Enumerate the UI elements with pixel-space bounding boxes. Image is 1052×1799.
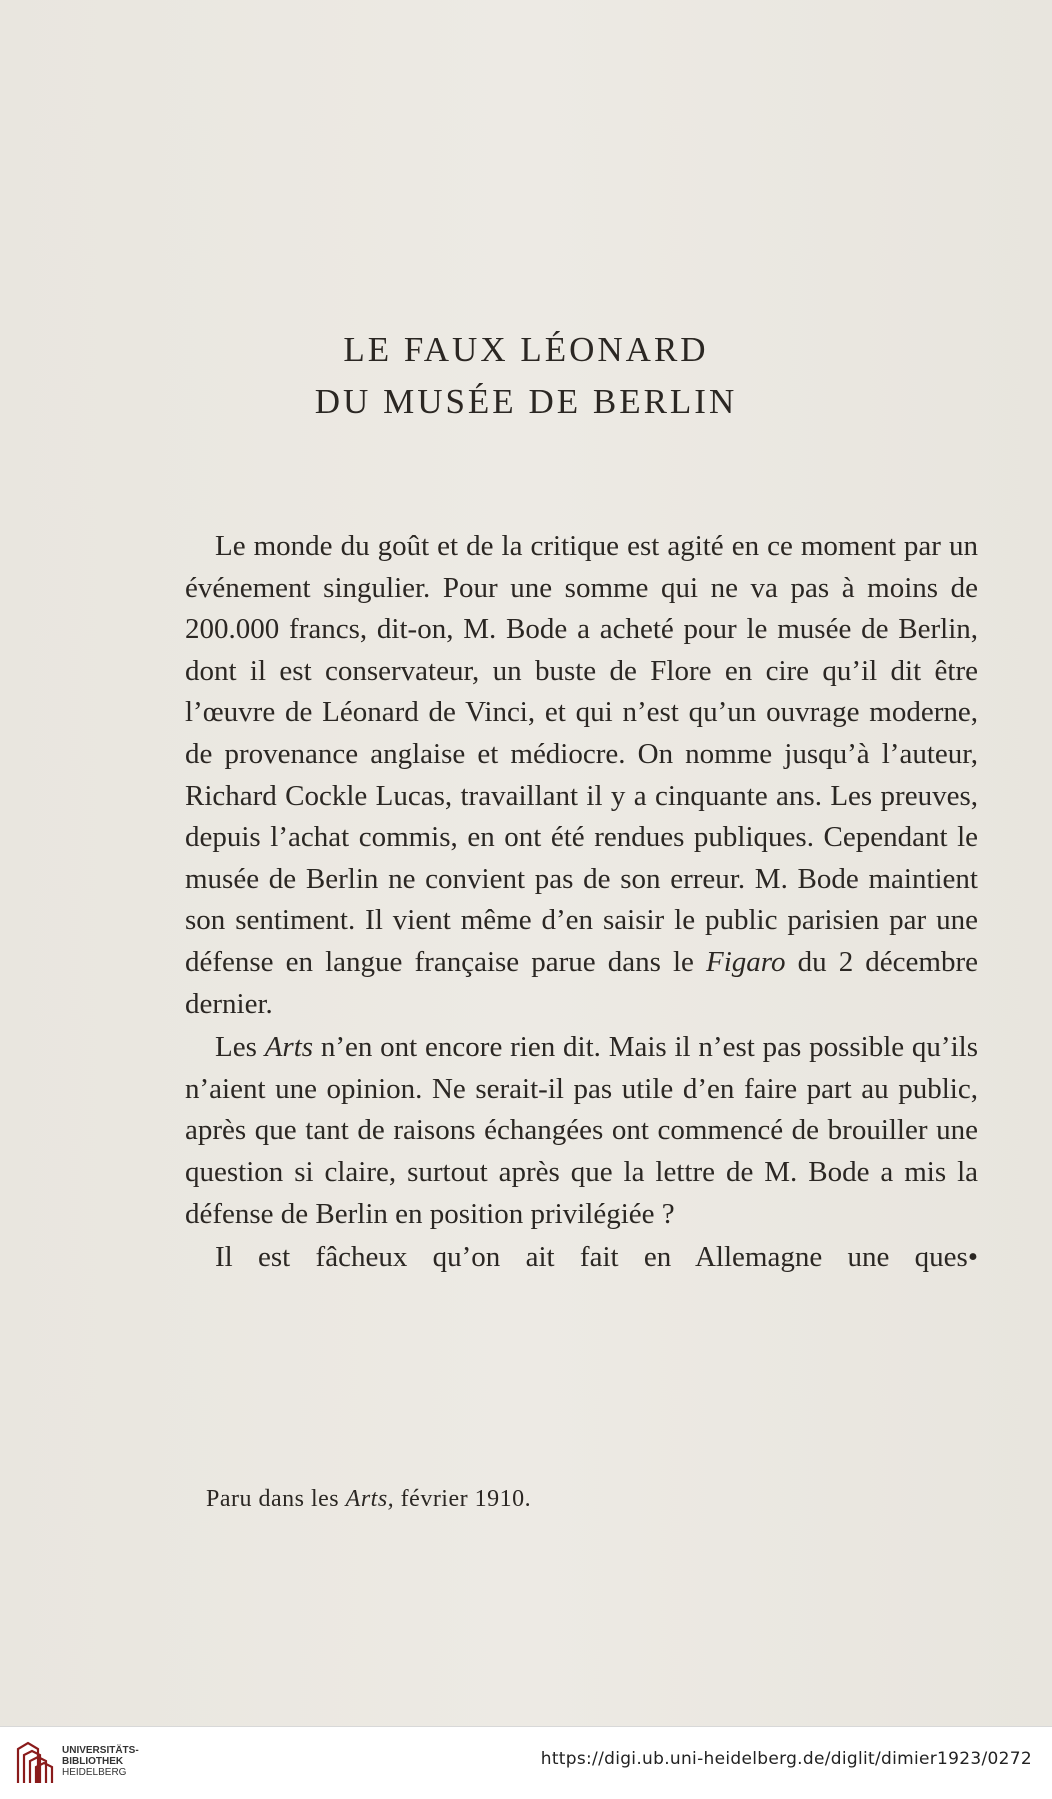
permalink-url[interactable]: https://digi.ub.uni-heidelberg.de/diglit/dimier1923/0272 bbox=[540, 1749, 1032, 1769]
library-name bbox=[62, 1745, 139, 1778]
page-title-line-2: DU MUSÉE DE BERLIN bbox=[314, 382, 738, 421]
footnote-text: Paru dans les bbox=[206, 1486, 346, 1512]
footnote-text-end: février 1910. bbox=[394, 1486, 532, 1512]
page-title-line-1: LE FAUX LÉONARD bbox=[343, 330, 709, 369]
paragraph-3: Il est fâcheux qu’on ait fait en Allemagne une ques• bbox=[215, 1241, 978, 1274]
library-name-line-2: BIBLIOTHEK bbox=[62, 1756, 124, 1767]
library-name-line-3: HEIDELBERG bbox=[62, 1767, 127, 1778]
footnote-italic: Arts, bbox=[345, 1486, 395, 1512]
paragraph-1 bbox=[185, 526, 978, 1025]
paragraph-1-text: Le monde du goût et de la critique est agité en ce moment par un événement singulier. Pour une somme qui ne va pas à moins de 200.000 francs, dit-on, M. Bode a acheté pour le musée de Berlin, dont il est conservateur, un buste de Flore en cire qu’il dit être l’œuvre de Léonard de Vinci, et qui n’est qu’un ouvrage moderne, de provenance anglaise et médiocre. On nomme jusqu’à l’auteur, Richard Cockle Lucas, travaillant il y a cinquante ans. Les preuves, depuis l’achat commis, en ont été rendues publiques. Cependant le musée de Berlin ne convient pas de son erreur. M. Bode maintient son sentiment. Il vient même d’en saisir le public parisien par une défense en langue française parue dans le bbox=[185, 530, 978, 978]
heidelberg-library-logo-icon[interactable] bbox=[12, 1739, 58, 1789]
library-name-line-1: UNIVERSITÄTS- bbox=[62, 1745, 139, 1756]
paragraph-1-text-end: du 2 décembre dernier. bbox=[185, 945, 979, 1020]
digitization-footer bbox=[0, 1726, 1052, 1799]
publication-footnote bbox=[206, 1486, 531, 1513]
article-body bbox=[185, 526, 978, 1279]
paragraph-2 bbox=[185, 1027, 978, 1235]
paragraph-2-text: Les bbox=[215, 1031, 265, 1064]
paragraph-2-italic: Arts bbox=[264, 1031, 314, 1064]
paragraph-2-text-end: n’en ont encore rien dit. Mais il n’est pas possible qu’ils n’aient une opinion. Ne serait-il pas utile d’en faire part au public, après que tant de raisons échangées ont commencé de brouiller une question si claire, surtout après que la lettre de M. Bode a mis la défense de Berlin en position privilégiée ? bbox=[185, 1031, 978, 1230]
paragraph-1-italic: Figaro bbox=[706, 945, 786, 978]
